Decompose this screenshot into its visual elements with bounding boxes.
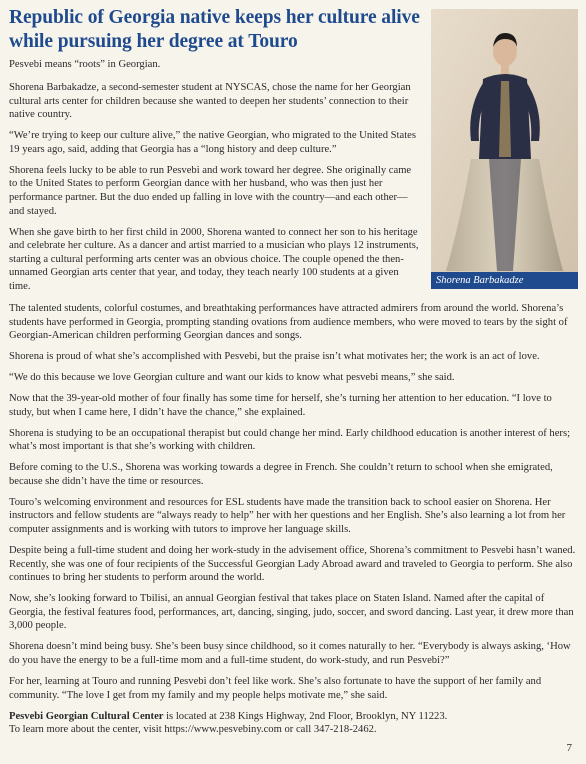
article-full-width-column [9,302,577,737]
paragraph: Shorena Barbakadze, a second-semester student at NYSCAS, chose the name for her Georgian cultural arts center for children because she wanted to deepen her students’ connection to their native country. [9,82,411,121]
paragraph: “We do this because we love Georgian culture and want our kids to know what pesvebi means,” she said. [9,372,455,384]
center-contact: To learn more about the center, visit https://www.pesvebiny.com or call 347-218-2462. [9,724,377,736]
center-name: Pesvebi Georgian Cultural Center [9,710,164,722]
paragraph: Now that the 39-year-old mother of four finally has some time for herself, she’s turning her attention to her education. “I love to study, but when I came here, I didn’t have the chance,” she explained. [9,393,552,418]
center-info-footer [9,710,577,737]
dancer-illustration [431,9,578,289]
photo-caption: Shorena Barbakadze [431,272,578,289]
portrait-photo [431,9,578,289]
paragraph: Shorena is proud of what she’s accomplished with Pesvebi, but the praise isn’t what motivates her; the work is an act of love. [9,351,540,363]
paragraph: Shorena feels lucky to be able to run Pesvebi and work toward her degree. She originally came to the United States to perform Georgian dance with her husband, who was then just her performance partner. But the duo ended up falling in love with the country—and each other—and stayed. [9,164,412,217]
paragraph: For her, learning at Touro and running Pesvebi don’t feel like work. She’s also fortunate to have the support of her family and community. “The love I get from my family and my people helps motivate me,” she said. [9,675,542,701]
paragraph: Touro’s welcoming environment and resources for ESL students have made the transition back to school easier on Shorena. Her instructors and fellow students are “always ready to help” her with her questions and her English. She’s also learning a lot from her computer assignments and is working with tutors to improve her language skills. [9,496,566,536]
paragraph: The talented students, colorful costumes, and breathtaking performances have attracted admirers from around the world. Shorena’s students have performed in Georgia, prompting standing ovations from audience members, who were moved to tears by the sight of Georgian-American children performing Georgian dances and songs. [9,303,568,342]
paragraph: “We’re trying to keep our culture alive,” the native Georgian, who migrated to the United States 19 years ago, said, adding that Georgia has a “long history and deep culture.” [9,130,416,155]
article-title: Republic of Georgia native keeps her culture alive while pursuing her degree at Touro [9,7,420,52]
center-address: is located at 238 Kings Highway, 2nd Floor, Brooklyn, NY 11223. [163,710,448,722]
paragraph: When she gave birth to her first child in 2000, Shorena wanted to connect her son to his heritage and celebrate her culture. As a dancer and artist married to a musician who plays 12 instruments, starting a cultural performing arts center was an obvious choice. The couple opened the then-unnamed Georgian arts center that year, and today, they teach nearly 100 students at a given time. [9,226,419,292]
paragraph: Despite being a full-time student and doing her work-study in the advisement office, Shorena’s commitment to Pesvebi hasn’t waned. Recently, she was one of four recipients of the Successful Georgian Lady Abroad award and traveled to Georgia to perform. She also continues to bring her students to perform around the world. [9,545,576,584]
article-subtitle: Pesvebi means “roots” in Georgian. [9,59,161,70]
paragraph: Shorena is studying to be an occupational therapist but could change her mind. Early childhood education is another interest of hers; what’s most important is that she’s working with children. [9,427,571,453]
article-left-column [9,6,421,301]
paragraph: Now, she’s looking forward to Tbilisi, an annual Georgian festival that takes place on Staten Island. Named after the capital of Georgia, the festival features food, performances, art, dancing, singing, judo, soccer, and sword dancing. Last year, it drew more than 3,000 people. [9,593,574,632]
paragraph: Shorena doesn’t mind being busy. She’s been busy since childhood, so it comes naturally to her. “Everybody is always asking, ‘How do you have the energy to be a full-time mom and a full-time student, do work-study, and run Pesvebi?” [9,641,571,666]
paragraph: Before coming to the U.S., Shorena was working towards a degree in French. She couldn’t return to school when she emigrated, because she didn’t have the time or resources. [9,462,553,487]
page-number: 7 [566,742,572,754]
